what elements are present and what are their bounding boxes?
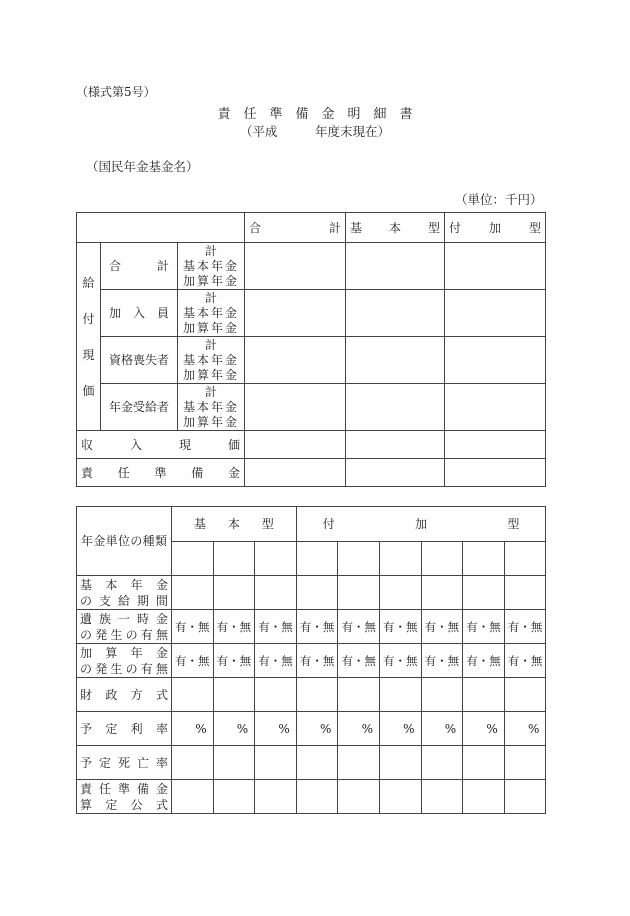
value-cell [213,780,255,814]
unit-subtype-cell [255,542,297,576]
value-cell [379,576,421,610]
unit-subtype-cell [296,542,338,576]
fund-name-label: （国民年金基金名） [86,159,199,174]
value-cell [172,678,214,712]
sub-labels [178,337,245,384]
unit-subtype-cell [379,542,421,576]
value-cell [255,746,297,780]
value-cell [296,678,338,712]
form-number: （様式第5号） [76,85,156,99]
group-label-char: 現 [82,347,95,362]
value-cell [445,337,546,384]
value-cell [338,678,380,712]
cell [245,431,346,459]
value-cell [463,746,505,780]
value-cell [296,746,338,780]
value-cell [346,290,445,337]
value-cell [255,678,297,712]
value-cell: 有・無 [255,644,297,678]
group-label: 年金受給者 [101,384,178,431]
row-label: 責任準備金 算定公式 [77,780,172,814]
value-cell: 有・無 [213,610,255,644]
row-label: 遺族一時金 の発生の有無 [77,610,172,644]
value-cell [245,290,346,337]
value-cell [296,576,338,610]
unit-label: （単位：千円） [455,192,543,207]
pension-unit-table [76,506,546,814]
sub-label: 計 [204,337,217,352]
sub-label: 計 [204,243,217,258]
sub-label: 基本年金 [182,399,239,414]
value-cell [245,243,346,290]
value-cell [172,780,214,814]
sub-labels [178,290,245,337]
value-cell [504,746,546,780]
row-label: 基本年金 の支給期間 [77,576,172,610]
group-label: 加入員 [101,290,178,337]
cell [445,431,546,459]
sub-label: 計 [204,290,217,305]
value-cell [504,678,546,712]
value-cell [255,780,297,814]
document-title: 責 任 準 備 金 明 細 書 [217,107,413,122]
document-subtitle: （平成 年度末現在） [239,124,390,139]
row-label: 加算年金 の発生の有無 [77,644,172,678]
value-cell [346,243,445,290]
value-cell [338,576,380,610]
value-cell [213,576,255,610]
value-cell: 有・無 [504,610,546,644]
additional-type-header: 付加型 [296,507,546,542]
value-cell: 有・無 [463,644,505,678]
sub-label: 基本年金 [182,305,239,320]
value-cell: 有・無 [338,610,380,644]
value-cell [421,780,463,814]
value-cell [379,780,421,814]
sub-labels [178,384,245,431]
cell [346,459,445,487]
value-cell: % [463,712,505,746]
value-cell: 有・無 [255,610,297,644]
value-cell [172,576,214,610]
value-cell [379,746,421,780]
row-label: 予定死亡率 [77,746,172,780]
value-cell [213,746,255,780]
value-cell [421,746,463,780]
header-total: 合計 [245,213,346,243]
reserve-summary-table [76,212,546,487]
group-label: 合計 [101,243,178,290]
income-present-value-label: 収入現価 [77,431,245,459]
sub-label: 基本年金 [182,352,239,367]
value-cell [504,780,546,814]
value-cell [421,576,463,610]
value-cell [245,337,346,384]
group-label-char: 給 [82,275,95,290]
row-label: 予定利率 [77,712,172,746]
value-cell [445,290,546,337]
value-cell: 有・無 [338,644,380,678]
value-cell [463,576,505,610]
value-cell: 有・無 [379,610,421,644]
basic-type-header: 基本型 [172,507,297,542]
value-cell [213,678,255,712]
value-cell: % [379,712,421,746]
value-cell: 有・無 [172,644,214,678]
unit-subtype-cell [172,542,214,576]
sub-label: 計 [204,384,217,399]
sub-label: 基本年金 [182,258,239,273]
unit-subtype-cell [504,542,546,576]
value-cell: 有・無 [172,610,214,644]
sub-label: 加算年金 [182,273,239,288]
unit-subtype-cell [213,542,255,576]
value-cell: 有・無 [463,610,505,644]
row-label: 財政方式 [77,678,172,712]
value-cell: 有・無 [421,644,463,678]
sub-label: 加算年金 [182,320,239,335]
cell [445,459,546,487]
sub-labels [178,243,245,290]
liability-reserve-label: 責任準備金 [77,459,245,487]
value-cell [445,243,546,290]
header-additional: 付加型 [445,213,546,243]
value-cell: % [421,712,463,746]
value-cell: % [296,712,338,746]
value-cell [296,780,338,814]
value-cell: 有・無 [296,644,338,678]
value-cell [338,780,380,814]
value-cell [463,780,505,814]
value-cell: % [172,712,214,746]
cell [245,459,346,487]
value-cell: 有・無 [504,644,546,678]
value-cell [463,678,505,712]
value-cell: 有・無 [379,644,421,678]
group-label-char: 付 [82,311,95,326]
sub-label: 加算年金 [182,414,239,429]
value-cell [379,678,421,712]
cell [346,431,445,459]
value-cell [338,746,380,780]
value-cell [245,384,346,431]
unit-subtype-cell [338,542,380,576]
value-cell [504,576,546,610]
unit-subtype-cell [463,542,505,576]
value-cell [346,337,445,384]
header-blank [77,213,245,243]
unit-subtype-cell [421,542,463,576]
value-cell: % [255,712,297,746]
group-label-char: 価 [82,383,95,398]
group-label: 資格喪失者 [101,337,178,384]
value-cell: 有・無 [421,610,463,644]
value-cell [421,678,463,712]
value-cell [255,576,297,610]
value-cell: % [213,712,255,746]
benefit-present-value-label [77,243,101,431]
value-cell: % [338,712,380,746]
value-cell: % [504,712,546,746]
value-cell [346,384,445,431]
pension-unit-type-label: 年金単位の種類 [77,507,172,576]
value-cell: 有・無 [213,644,255,678]
value-cell [172,746,214,780]
sub-label: 加算年金 [182,367,239,382]
value-cell [445,384,546,431]
header-basic: 基本型 [346,213,445,243]
value-cell: 有・無 [296,610,338,644]
